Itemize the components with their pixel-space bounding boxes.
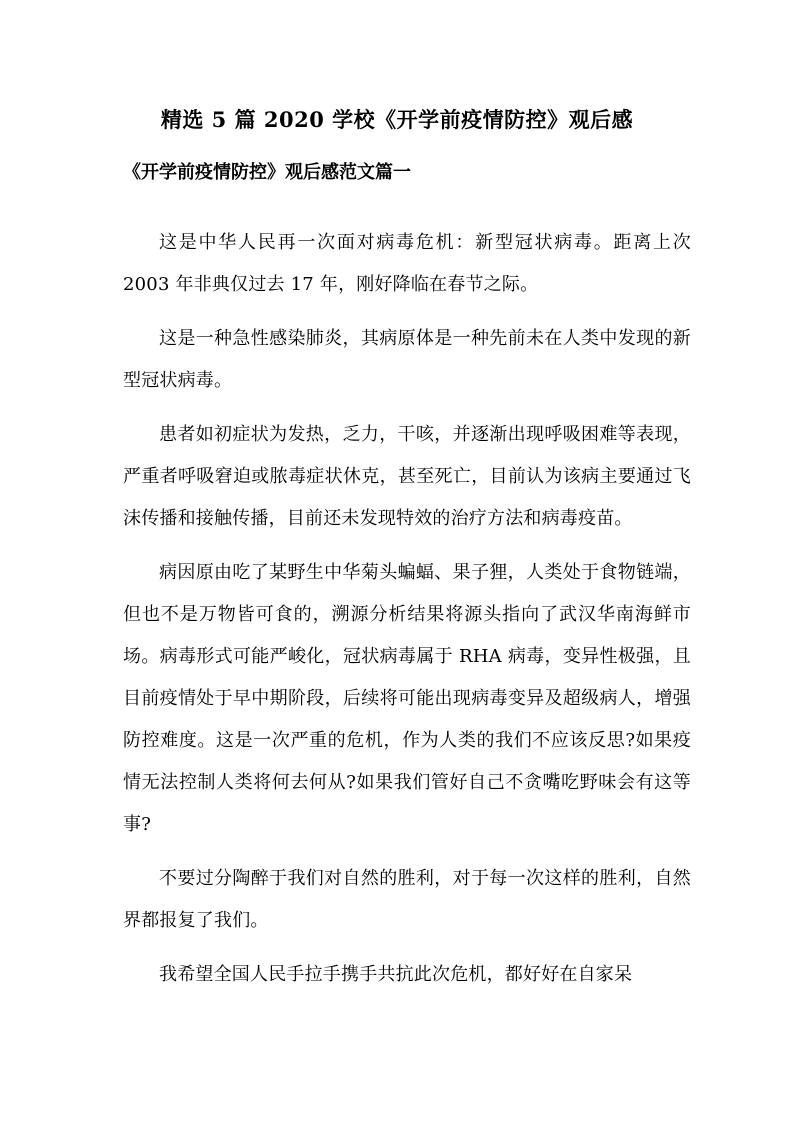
paragraph: 病因原由吃了某野生中华菊头蝙蝠、果子狸，人类处于食物链端，但也不是万物皆可食的，溯源分析结果将源头指向了武汉华南海鲜市场。病毒形式可能严峻化，冠状病毒属于 RHA 病毒，变异性极强，且目前疫情处于早中期阶段，后续将可能出现病毒变异及超级病人，增强防控难度。这是一次严重的危机，作为人类的我们不应该反思?如果疫情无法控制人类将何去何从?如果我们管好自己不贪嘴吃野味会有这等事?: [123, 562, 691, 835]
paragraph: 这是一种急性感染肺炎，其病原体是一种先前未在人类中发现的新型冠状病毒。: [123, 328, 691, 391]
paragraph: 我希望全国人民手拉手携手共抗此次危机，都好好在自家呆: [159, 964, 633, 985]
paragraph: 患者如初症状为发热，乏力，干咳，并逐渐出现呼吸困难等表现，严重者呼吸窘迫或脓毒症状休克，甚至死亡，目前认为该病主要通过飞沫传播和接触传播，目前还未发现特效的治疗方法和病毒疫苗。: [123, 424, 691, 529]
section-heading: 《开学前疫情防控》观后感范文篇一: [123, 162, 411, 183]
paragraph: 不要过分陶醉于我们对自然的胜利，对于每一次这样的胜利，自然界都报复了我们。: [123, 868, 691, 931]
document-title: 精选 5 篇 2020 学校《开学前疫情防控》观后感: [160, 107, 634, 132]
paragraph: 这是中华人民再一次面对病毒危机：新型冠状病毒。距离上次 2003 年非典仅过去 17 年，刚好降临在春节之际。: [123, 232, 691, 295]
document-body: [123, 222, 691, 1008]
